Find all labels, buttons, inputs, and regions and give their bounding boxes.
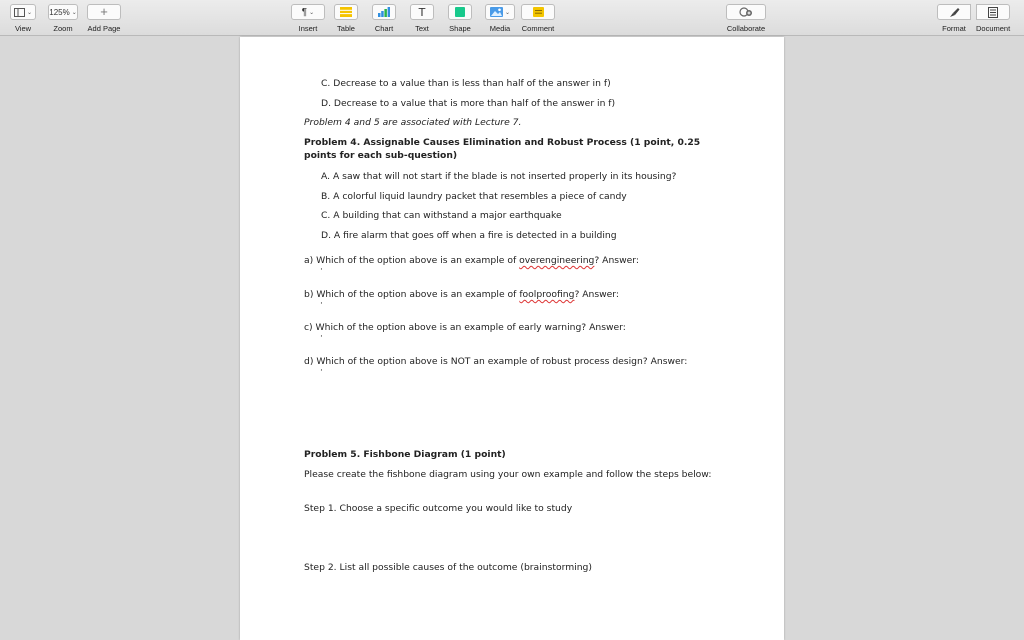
question-a-text: a) Which of the option above is an example of [304,255,520,266]
media-control[interactable] [485,4,515,33]
misspelled-word-overengineering[interactable]: overengineering [519,255,595,266]
view-control[interactable] [10,4,36,33]
chevron-down-icon: ⌄ [26,9,33,16]
text-button[interactable] [410,4,434,20]
table-control[interactable] [334,4,358,33]
question-c: c) Which of the option above is an example of early warning? Answer: [304,322,626,333]
question-b [304,288,619,301]
paragraph-icon: ¶ [301,6,308,18]
plus-icon: + [100,4,108,19]
shape-control[interactable] [448,4,472,33]
bar-chart-icon [378,7,390,17]
comment-control[interactable] [521,4,555,33]
format-label: Format [942,24,966,33]
document-control[interactable] [976,4,1010,33]
option-c-previous: C. Decrease to a value than is less than half of the answer in f) [321,78,611,89]
collaborate-control[interactable] [726,4,766,33]
table-icon [340,7,352,17]
problem-4-option-b: B. A colorful liquid laundry packet that resembles a piece of candy [321,191,627,202]
view-label: View [14,24,32,33]
square-shape-icon [455,7,465,17]
problem-4-option-c: C. A building that can withstand a major earthquake [321,210,562,221]
format-control[interactable] [937,4,971,33]
document-label: Document [976,24,1011,33]
problem-4-option-a: A. A saw that will not start if the blade is not inserted properly in its housing? [321,171,677,182]
paintbrush-icon [948,7,960,18]
image-icon [490,7,503,17]
document-canvas[interactable] [0,37,1024,640]
problem-4-title: Problem 4. Assignable Causes Elimination and Robust Process (1 point, 0.25 points for each sub-question) [304,137,701,161]
collaborate-button[interactable] [726,4,766,20]
table-button[interactable] [334,4,358,20]
question-d: d) Which of the option above is NOT an example of robust process design? Answer: [304,356,688,367]
misspelled-word-foolproofing[interactable]: foolproofing [519,289,575,300]
add-page-label: Add Page [87,24,121,33]
zoom-label: Zoom [53,24,73,33]
chart-control[interactable] [372,4,396,33]
document-page[interactable] [240,37,784,640]
problem-4-option-d: D. A fire alarm that goes off when a fire is detected in a building [321,230,617,241]
comment-label: Comment [521,24,555,33]
problem-5-title: Problem 5. Fishbone Diagram (1 point) [304,449,506,460]
shape-label: Shape [449,24,471,33]
question-a-answer-label: ? Answer: [594,255,639,266]
answer-c-bullet: · [320,332,323,342]
format-button[interactable] [937,4,971,20]
shape-button[interactable] [448,4,472,20]
question-b-text: b) Which of the option above is an example of [304,289,520,300]
answer-a-bullet: · [320,265,323,275]
step-2: Step 2. List all possible causes of the outcome (brainstorming) [304,562,592,573]
media-label: Media [489,24,511,33]
comment-icon [533,7,544,17]
question-b-answer-label: ? Answer: [574,289,620,300]
insert-label: Insert [298,24,318,33]
document-icon [988,7,998,18]
text-icon: T [418,5,426,19]
answer-b-bullet: · [320,299,323,309]
add-page-control[interactable] [87,4,121,33]
add-page-button[interactable] [87,4,121,20]
comment-button[interactable] [521,4,555,20]
chart-button[interactable] [372,4,396,20]
insert-control[interactable] [291,4,325,33]
lecture-association-note: Problem 4 and 5 are associated with Lecture 7. [304,117,522,128]
insert-button[interactable] [291,4,325,20]
view-button[interactable] [10,4,36,20]
answer-d-bullet: · [320,366,323,376]
zoom-select[interactable] [48,4,78,20]
collaborate-label: Collaborate [726,24,766,33]
zoom-control[interactable] [48,4,78,33]
table-label: Table [337,24,355,33]
chevron-down-icon: ⌄ [71,9,77,16]
toolbar [0,0,1024,36]
sidebar-view-icon [14,8,25,17]
collaborate-icon [739,7,753,17]
text-control[interactable] [410,4,434,33]
problem-5-intro: Please create the fishbone diagram using your own example and follow the steps below: [304,469,712,480]
chevron-down-icon: ⌄ [504,9,511,16]
zoom-value: 125% [49,7,70,17]
question-a [304,254,639,267]
chevron-down-icon: ⌄ [309,9,315,16]
text-label: Text [415,24,429,33]
step-1: Step 1. Choose a specific outcome you would like to study [304,503,573,514]
media-button[interactable] [485,4,515,20]
option-d-previous: D. Decrease to a value that is more than half of the answer in f) [321,98,616,109]
document-button[interactable] [976,4,1010,20]
chart-label: Chart [374,24,394,33]
